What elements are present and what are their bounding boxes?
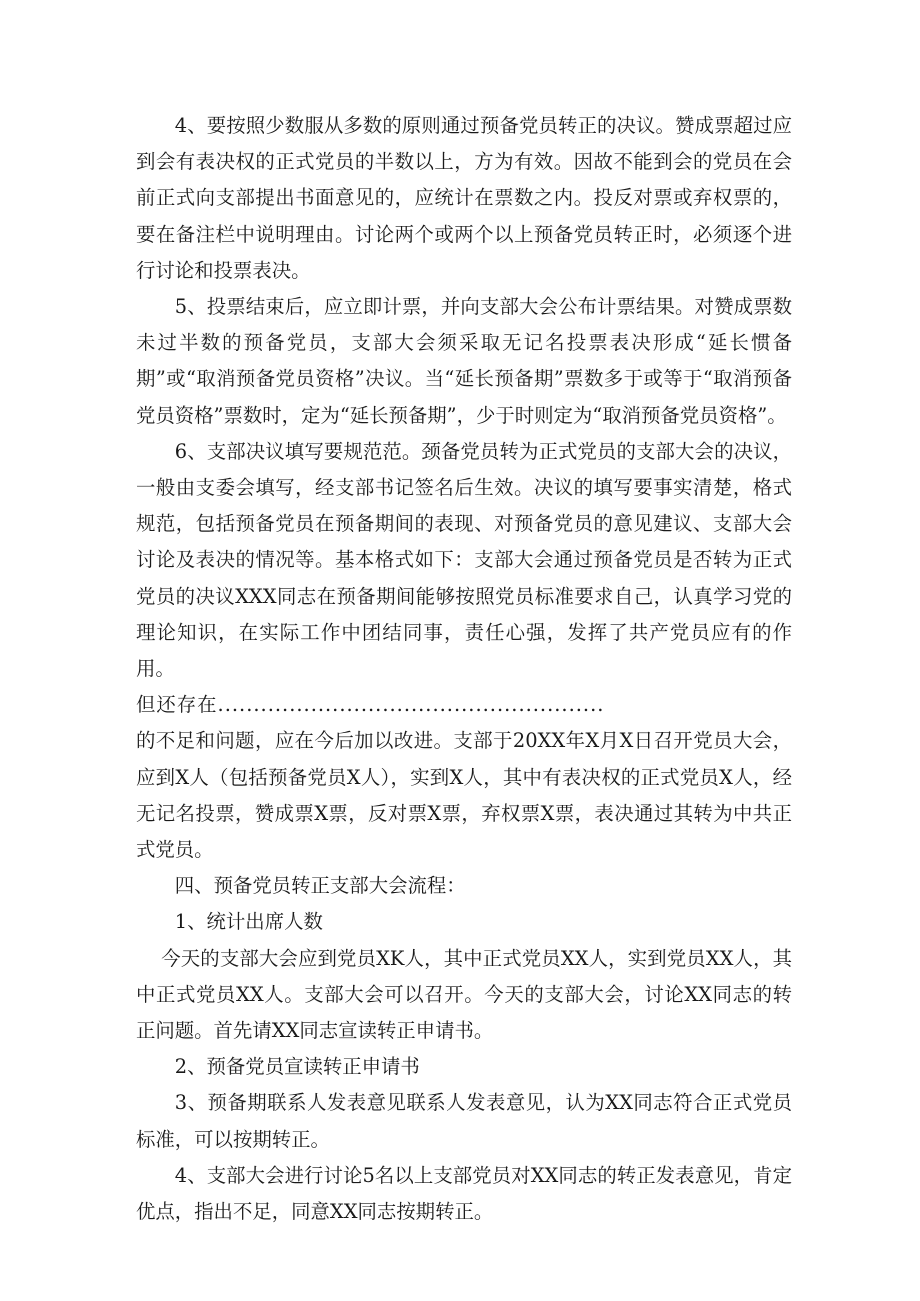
section-4-heading: 四、预备党员转正支部大会流程： [174,874,466,898]
document-page [136,108,792,1230]
paragraph-6-dotted-line: 但还存在...................................................... [136,693,605,717]
paragraph-5: 5、投票结束后，应立即计票，并向支部大会公布计票结果。对赞成票数未过半数的预备党员，支部大会须采取无记名投票表决形成“延长惯备期”或“取消预备党员资格”决议。当“延长预备期”票数多于或等于“取消预备党员资格”票数时，定为“延长预备期”，少于时则定为“取消预备党员资格”。 [136,295,792,427]
step-2-title: 2、预备党员宣读转正申请书 [174,1055,420,1079]
step-3-text: 3、预备期联系人发表意见联系人发表意见，认为XX同志符合正式党员标准，可以按期转正。 [136,1091,792,1151]
paragraph-6-continuation: 的不足和问题，应在今后加以改进。支部于20XX年X月X日召开党员大会，应到X人（包括预备党员X人），实到X人，其中有表决权的正式党员X人，经无记名投票，赞成票X票，反对票X票，弃权票X票，表决通过其转为中共正式党员。 [136,729,792,862]
paragraph-4: 4、要按照少数服从多数的原则通过预备党员转正的决议。赞成票超过应到会有表决权的正式党员的半数以上，方为有效。因故不能到会的党员在会前正式向支部提出书面意见的，应统计在票数之内。投反对票或弃权票的，要在备注栏中说明理由。讨论两个或两个以上预备党员转正时，必须逐个进行讨论和投票表决。 [136,114,792,282]
step-1-title: 1、统计出席人数 [174,910,323,934]
paragraph-6: 6、支部决议填写要规范范。颈备党员转为正式党员的支部大会的决议，一般由支委会填写，经支部书记签名后生效。决议的填写要事实清楚，格式规范，包括预备党员在预备期间的表现、对预备党员的意见建议、支部大会讨论及表决的情况等。基本格式如下：支部大会通过预备党员是否转为正式党员的决议XXX同志在预备期间能够按照党员标准要求自己，认真学习党的理论知识，在实际工作中团结同事，责任心强，发挥了共产党员应有的作用。 [136,439,792,681]
step-1-text: 今天的支部大会应到党员XK人，其中正式党员XX人，实到党员XX人，其中正式党员XX人。支部大会可以召开。今天的支部大会，讨论XX同志的转正问题。首先请XX同志宣读转正申请书。 [136,946,792,1043]
step-4-text: 4、支部大会进行讨论5名以上支部党员对XX同志的转正发表意见，肯定优点，指出不足，同意XX同志按期转正。 [136,1163,792,1224]
